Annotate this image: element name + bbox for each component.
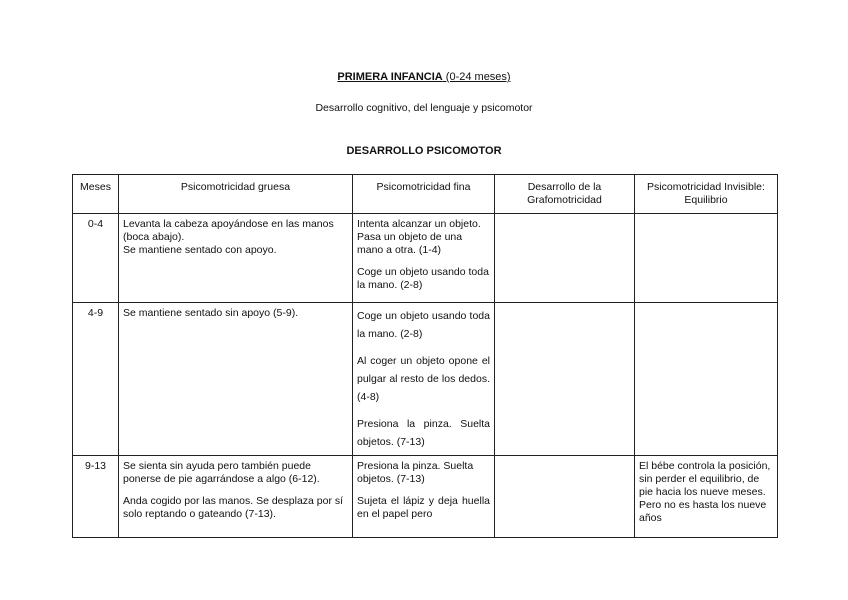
cell-text: Anda cogido por las manos. Se desplaza por sí solo reptando o gateando (7-13).: [123, 495, 344, 520]
table-row: [73, 303, 778, 456]
cell-grafomotricidad: [495, 456, 635, 538]
cell-equilibrio: [635, 214, 778, 303]
title-main: PRIMERA INFANCIA: [337, 71, 443, 83]
cell-text: Presiona la pinza. Suelta objetos. (7-13): [357, 418, 490, 448]
col-header-equilibrio: Psicomotricidad Invisible: Equilibrio: [635, 175, 778, 214]
cell-equilibrio: [635, 303, 778, 456]
section-title: DESARROLLO PSICOMOTOR: [346, 145, 502, 157]
col-header-fina: Psicomotricidad fina: [353, 175, 495, 214]
cell-grafomotricidad: [495, 303, 635, 456]
cell-fina: [353, 303, 495, 456]
cell-text: Coge un objeto usando toda la mano. (2-8): [357, 310, 490, 340]
cell-text: Coge un objeto usando toda la mano. (2-8): [357, 266, 489, 291]
cell-gruesa: [119, 456, 353, 538]
cell-text: Sujeta el lápiz y deja huella en el papel pero: [357, 495, 490, 520]
table-row: [73, 456, 778, 538]
cell-text: Se sienta sin ayuda pero también puede ponerse de pie agarrándose a algo (6-12).: [123, 460, 320, 485]
cell-text: Presiona la pinza. Suelta objetos. (7-13): [357, 460, 474, 485]
cell-text: Intenta alcanzar un objeto. Pasa un objeto de una mano a otra. (1-4): [357, 218, 481, 256]
cell-gruesa: [119, 303, 353, 456]
page-title: [0, 71, 848, 83]
cell-meses: 4-9: [73, 303, 119, 456]
cell-meses: 0-4: [73, 214, 119, 303]
cell-fina: [353, 456, 495, 538]
title-range: (0-24 meses): [442, 71, 511, 83]
cell-text: Levanta la cabeza apoyándose en las manos (boca abajo). Se mantiene sentado con apoyo.: [123, 218, 334, 256]
col-header-grafomotricidad: Desarrollo de la Grafomotricidad: [495, 175, 635, 214]
cell-equilibrio: El bébe controla la posición, sin perder el equilibrio, de pie hacia los nueve meses. Pero no es hasta los nueve años: [635, 456, 778, 538]
cell-text: Se mantiene sentado sin apoyo (5-9).: [123, 307, 299, 319]
page-subtitle: Desarrollo cognitivo, del lenguaje y psicomotor: [315, 102, 533, 114]
table-header-row: [73, 175, 778, 214]
cell-text: Al coger un objeto opone el pulgar al resto de los dedos. (4-8): [357, 355, 490, 403]
col-header-meses: Meses: [73, 175, 119, 214]
cell-gruesa: [119, 214, 353, 303]
col-header-gruesa: Psicomotricidad gruesa: [119, 175, 353, 214]
cell-grafomotricidad: [495, 214, 635, 303]
cell-meses: 9-13: [73, 456, 119, 538]
cell-fina: [353, 214, 495, 303]
development-table: [72, 174, 778, 538]
table-row: [73, 214, 778, 303]
